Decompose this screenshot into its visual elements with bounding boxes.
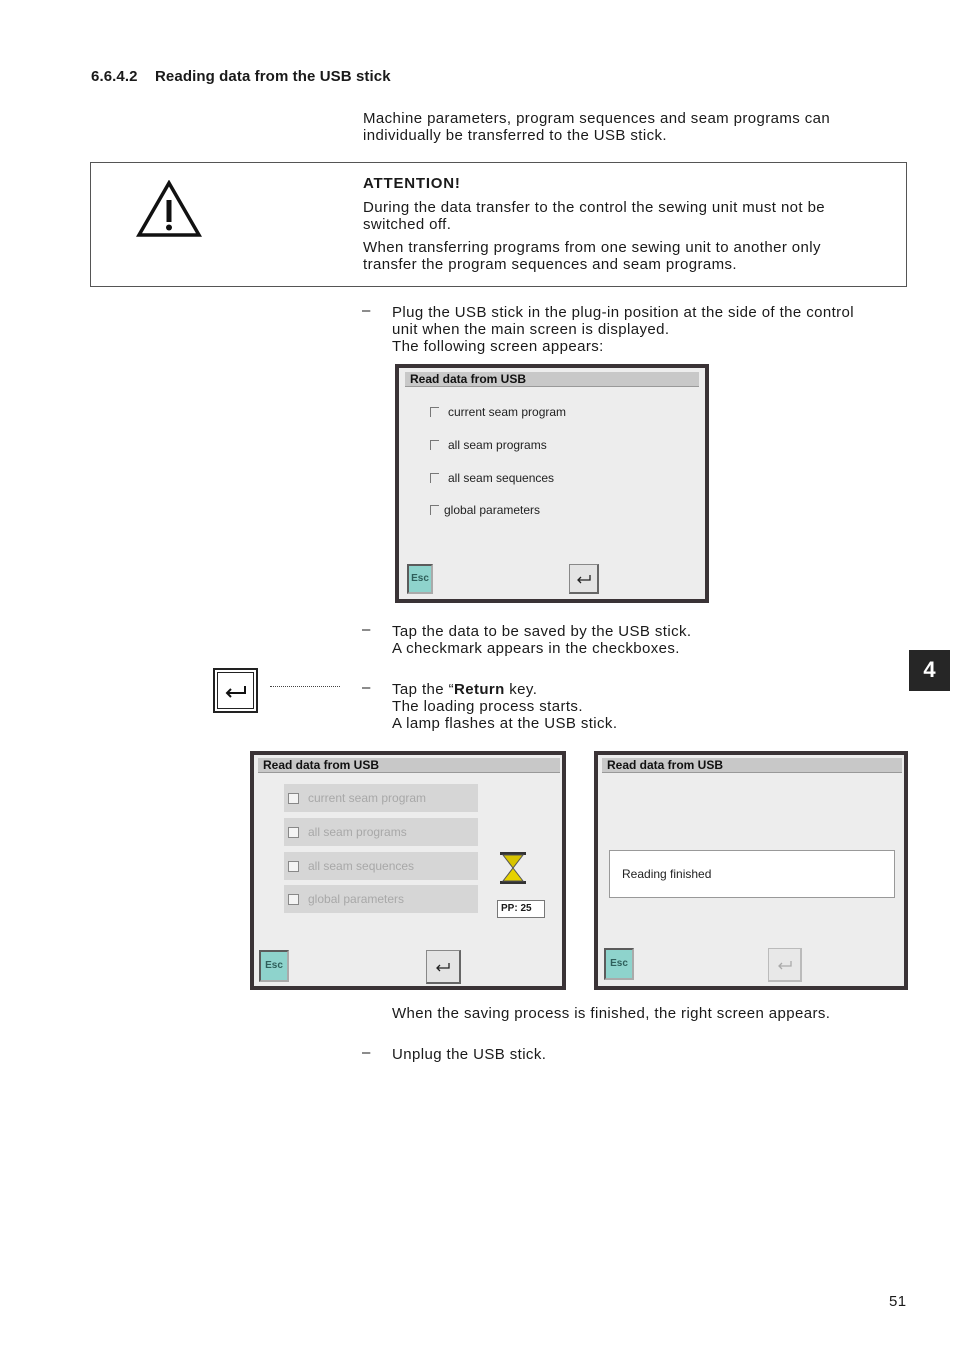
attention-line: switched off. [363, 216, 452, 233]
return-button[interactable] [426, 950, 461, 984]
step-3-suffix: key. [504, 681, 538, 698]
option-label: current seam program [308, 791, 427, 805]
return-button [768, 948, 802, 982]
step-line: Plug the USB stick in the plug-in position at the side of the control [392, 304, 855, 321]
option-label: all seam programs [448, 438, 547, 452]
step-line: A checkmark appears in the checkboxes. [392, 640, 680, 657]
step-1-text [392, 304, 854, 355]
option-label: global parameters [444, 503, 541, 517]
option-label: current seam program [448, 405, 567, 419]
step-line: The following screen appears: [392, 338, 604, 355]
step-3-prefix: Tap the “ [392, 681, 454, 698]
option-all-seam-programs [284, 818, 478, 846]
section-number: 6.6.4.2 [91, 68, 138, 85]
screen-display [254, 755, 562, 986]
step-dash: – [362, 302, 371, 319]
checkbox[interactable] [430, 440, 439, 450]
status-message: Reading finished [609, 850, 895, 898]
option-label: all seam programs [308, 825, 407, 839]
return-arrow-icon [576, 574, 592, 584]
intro-line: Machine parameters, program sequences and seam programs can [363, 110, 831, 127]
return-arrow-icon [777, 960, 793, 970]
option-global-parameters[interactable] [430, 503, 540, 517]
attention-title: ATTENTION! [363, 175, 461, 192]
after-screens-text: When the saving process is finished, the right screen appears. [392, 1005, 831, 1022]
usb-loading-screen [250, 751, 566, 990]
attention-paragraph-1 [363, 199, 825, 233]
esc-button[interactable]: Esc [604, 948, 634, 980]
option-current-seam-program [284, 784, 478, 812]
option-current-seam-program[interactable] [430, 405, 566, 419]
option-label: global parameters [308, 892, 405, 906]
return-key-label: Return [453, 681, 505, 698]
program-counter: PP: 25 [497, 900, 545, 918]
step-dash: – [362, 621, 371, 638]
step-3-line [392, 681, 617, 698]
attention-paragraph-2 [363, 239, 821, 273]
dotted-leader [270, 686, 340, 688]
return-key-symbol [213, 668, 258, 713]
option-all-seam-programs[interactable] [430, 438, 547, 452]
screen-display [399, 368, 705, 599]
step-line: A lamp flashes at the USB stick. [392, 715, 618, 732]
step-2-text [392, 623, 691, 657]
intro-text [363, 110, 830, 144]
step-dash: – [362, 1044, 371, 1061]
return-arrow-icon [435, 962, 451, 972]
page-number: 51 [889, 1293, 907, 1310]
step-line: unit when the main screen is displayed. [392, 321, 670, 338]
option-label: all seam sequences [308, 859, 415, 873]
option-label: all seam sequences [448, 471, 555, 485]
step-3-text [392, 681, 617, 732]
checkbox[interactable] [430, 505, 439, 515]
option-global-parameters [284, 885, 478, 913]
checkbox[interactable] [430, 473, 439, 483]
step-4-text: Unplug the USB stick. [392, 1046, 547, 1063]
screen-display [598, 755, 904, 986]
usb-read-screen [395, 364, 709, 603]
section-title: Reading data from the USB stick [155, 68, 391, 85]
checkbox [288, 827, 299, 838]
usb-finished-screen [594, 751, 908, 990]
attention-line: transfer the program sequences and seam programs. [363, 256, 737, 273]
attention-line: During the data transfer to the control the sewing unit must not be [363, 199, 826, 216]
screen-title: Read data from USB [405, 372, 699, 387]
option-all-seam-sequences[interactable] [430, 471, 554, 485]
attention-line: When transferring programs from one sewing unit to another only [363, 239, 821, 256]
chapter-tab: 4 [909, 650, 950, 691]
return-button[interactable] [569, 564, 599, 594]
screen-title: Read data from USB [602, 758, 902, 773]
esc-button[interactable]: Esc [259, 950, 289, 982]
step-line: Tap the data to be saved by the USB stick. [392, 623, 692, 640]
screen-title: Read data from USB [258, 758, 560, 773]
checkbox[interactable] [430, 407, 439, 417]
esc-button[interactable]: Esc [407, 564, 433, 594]
step-dash: – [362, 679, 371, 696]
intro-line: individually be transferred to the USB stick. [363, 127, 667, 144]
hourglass-icon [498, 851, 528, 885]
option-all-seam-sequences [284, 852, 478, 880]
return-arrow-icon [224, 684, 248, 698]
checkbox [288, 793, 299, 804]
checkbox [288, 861, 299, 872]
step-line: The loading process starts. [392, 698, 583, 715]
section-heading [91, 68, 391, 85]
warning-icon [136, 180, 202, 238]
checkbox [288, 894, 299, 905]
